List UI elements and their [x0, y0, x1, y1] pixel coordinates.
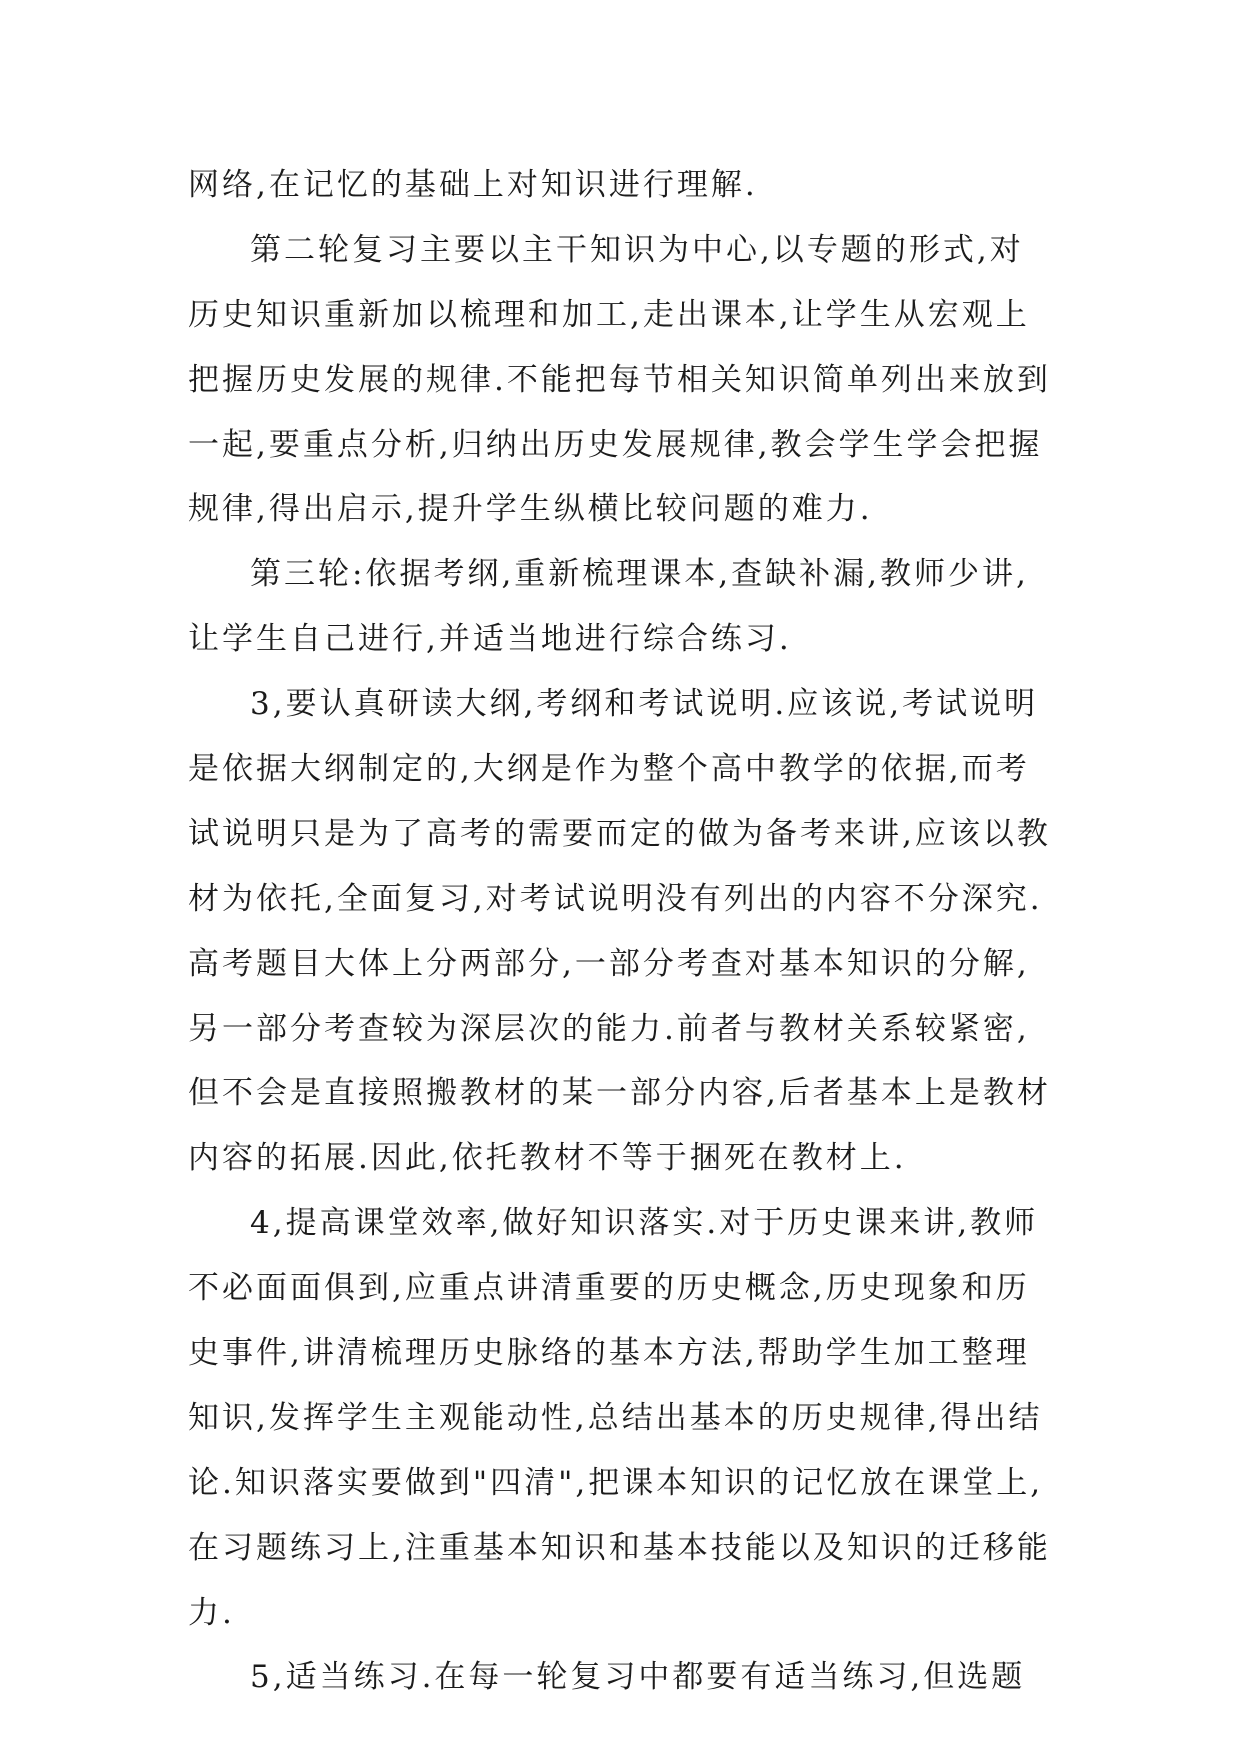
text-line: 第二轮复习主要以主干知识为中心,以专题的形式,对	[250, 231, 1024, 268]
text-line: 但不会是直接照搬教材的某一部分内容,后者基本上是教材	[188, 1075, 1051, 1112]
text-line: 把握历史发展的规律.不能把每节相关知识简单列出来放到	[188, 361, 1051, 398]
text-line: 一起,要重点分析,归纳出历史发展规律,教会学生学会把握	[188, 426, 1043, 463]
text-line: 论.知识落实要做到"四清",把课本知识的记忆放在课堂上,	[188, 1464, 1044, 1501]
text-line: 材为依托,全面复习,对考试说明没有列出的内容不分深究.	[188, 880, 1043, 917]
text-line: 在习题练习上,注重基本知识和基本技能以及知识的迁移能	[188, 1529, 1051, 1566]
text-line: 让学生自己进行,并适当地进行综合练习.	[188, 621, 792, 658]
text-line: 试说明只是为了高考的需要而定的做为备考来讲,应该以教	[188, 815, 1051, 852]
text-line: 史事件,讲清梳理历史脉络的基本方法,帮助学生加工整理	[188, 1335, 1030, 1372]
text-line: 5,适当练习.在每一轮复习中都要有适当练习,但选题	[250, 1659, 1026, 1696]
text-line: 规律,得出启示,提升学生纵横比较问题的难力.	[188, 491, 873, 528]
text-line: 4,提高课堂效率,做好知识落实.对于历史课来讲,教师	[250, 1205, 1039, 1242]
text-line: 高考题目大体上分两部分,一部分考查对基本知识的分解,	[188, 945, 1030, 982]
text-line: 内容的拓展.因此,依托教材不等于捆死在教材上.	[188, 1140, 907, 1177]
text-line: 是依据大纲制定的,大纲是作为整个高中教学的依据,而考	[188, 751, 1030, 788]
text-line: 网络,在记忆的基础上对知识进行理解.	[188, 167, 758, 203]
text-line: 不必面面俱到,应重点讲清重要的历史概念,历史现象和历	[188, 1270, 1030, 1307]
text-line: 力.	[188, 1594, 235, 1631]
text-line: 历史知识重新加以梳理和加工,走出课本,让学生从宏观上	[188, 296, 1030, 333]
text-line: 另一部分考查较为深层次的能力.前者与教材关系较紧密,	[188, 1010, 1030, 1047]
document-body	[188, 153, 1051, 1710]
text-line: 第三轮:依据考纲,重新梳理课本,查缺补漏,教师少讲,	[250, 556, 1029, 593]
text-line: 3,要认真研读大纲,考纲和考试说明.应该说,考试说明	[250, 686, 1039, 723]
text-line: 知识,发挥学生主观能动性,总结出基本的历史规律,得出结	[188, 1399, 1043, 1436]
